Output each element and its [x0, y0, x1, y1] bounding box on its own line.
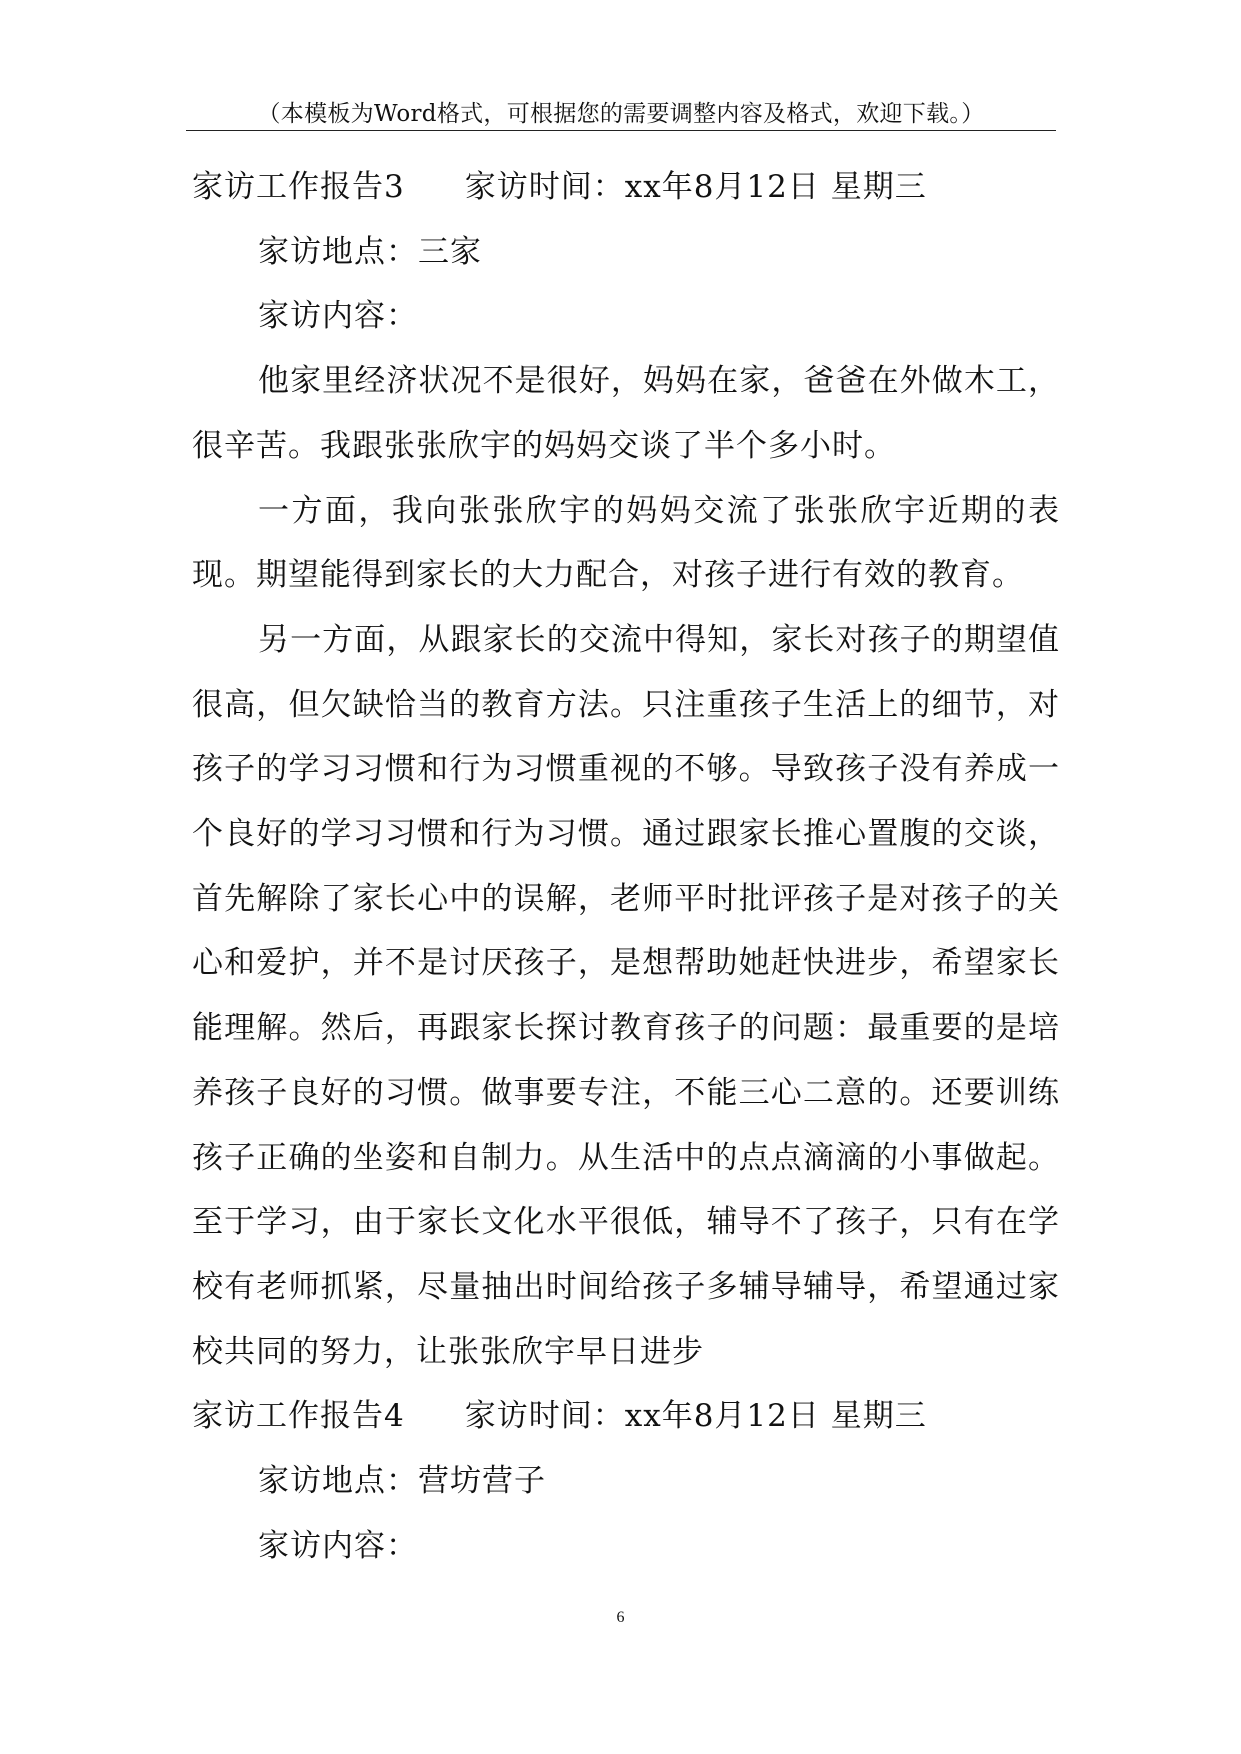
report-3-time: 家访时间：xx年8月12日 星期三 [464, 169, 927, 205]
report-3-heading [192, 155, 1060, 220]
report-4-location: 家访地点：营坊营子 [258, 1463, 546, 1500]
report-4-content-label: 家访内容： [258, 1527, 418, 1564]
page-number: 6 [616, 1609, 625, 1626]
report-3-content-label: 家访内容： [258, 298, 418, 335]
report-3-title: 家访工作报告3 [192, 169, 405, 205]
header-divider [186, 130, 1056, 131]
report-4-heading [192, 1384, 1060, 1449]
report-3-paragraph-2: 一方面，我向张张欣宇的妈妈交流了张张欣宇近期的表现。期望能得到家长的大力配合，对孩子进行有效的教育。 [192, 492, 1060, 594]
report-3-paragraph-3: 另一方面，从跟家长的交流中得知，家长对孩子的期望值很高，但欠缺恰当的教育方法。只注重孩子生活上的细节，对孩子的学习习惯和行为习惯重视的不够。导致孩子没有养成一个良好的学习习惯和行为习惯。通过跟家长推心置腹的交谈，首先解除了家长心中的误解，老师平时批评孩子是对孩子的关心和爱护，并不是讨厌孩子，是想帮助她赶快进步，希望家长能理解。然后，再跟家长探讨教育孩子的问题：最重要的是培养孩子良好的习惯。做事要专注，不能三心二意的。还要训练孩子正确的坐姿和自制力。从生活中的点点滴滴的小事做起。至于学习，由于家长文化水平很低，辅导不了孩子，只有在学校有老师抓紧，尽量抽出时间给孩子多辅导辅导，希望通过家校共同的努力，让张张欣宇早日进步 [192, 621, 1060, 1370]
report-3-location: 家访地点：三家 [258, 233, 482, 270]
document-body [192, 155, 1060, 1578]
report-4-time: 家访时间：xx年8月12日 星期三 [464, 1398, 927, 1435]
template-note: （本模板为Word格式，可根据您的需要调整内容及格式，欢迎下载。） [257, 101, 985, 127]
report-4-title: 家访工作报告4 [192, 1398, 405, 1435]
report-3-paragraph-1: 他家里经济状况不是很好，妈妈在家，爸爸在外做木工，很辛苦。我跟张张欣宇的妈妈交谈了半个多小时。 [192, 363, 1060, 464]
